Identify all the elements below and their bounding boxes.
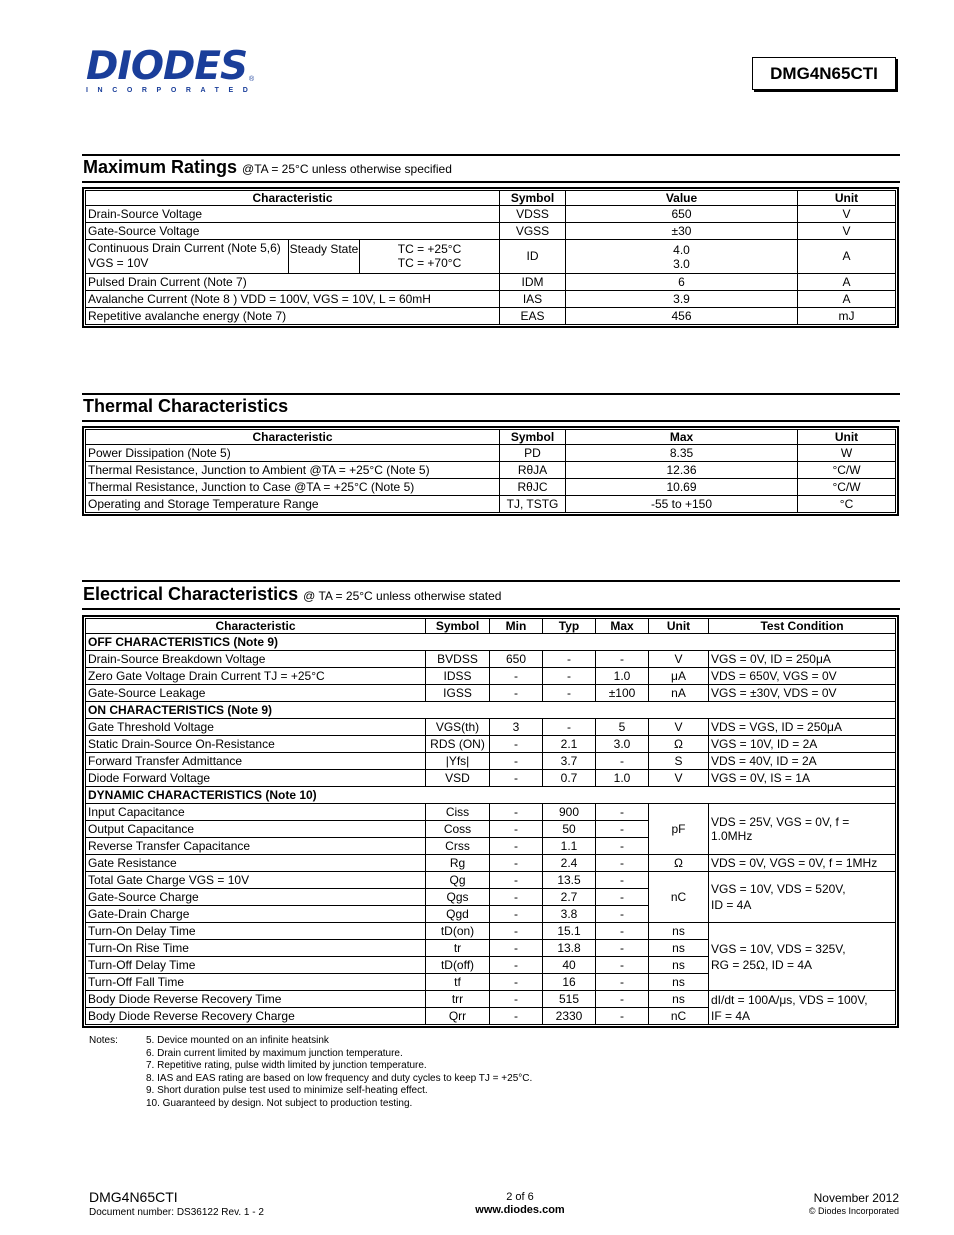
- column-header: Value: [566, 191, 798, 206]
- note-item: 9. Short duration pulse test used to minimize self-heating effect.: [146, 1085, 428, 1096]
- column-header: Symbol: [500, 191, 566, 206]
- column-header: Unit: [798, 191, 896, 206]
- footer-url[interactable]: www.diodes.com: [475, 1204, 565, 1216]
- cell-typ: 2.4: [543, 855, 596, 872]
- cell-typ: 13.5: [543, 872, 596, 889]
- electrical-table: [82, 615, 899, 1028]
- section-rule: [82, 154, 900, 156]
- cell-condition: VGS = 10V, VDS = 325V, RG = 25Ω, ID = 4A: [709, 923, 896, 991]
- cell-condition: VDS = 0V, VGS = 0V, f = 1MHz: [709, 855, 896, 872]
- cell-typ: 2330: [543, 1008, 596, 1025]
- table-row: [86, 923, 896, 940]
- cell-condition: dI/dt = 100A/μs, VDS = 100V, IF = 4A: [709, 991, 896, 1025]
- cell-unit: ns: [649, 957, 709, 974]
- cell-unit: nC: [649, 1008, 709, 1025]
- cell-value: 12.36: [566, 462, 798, 479]
- cell-min: -: [490, 906, 543, 923]
- cell-min: -: [490, 804, 543, 821]
- diodes-logo: [86, 44, 258, 96]
- cell-value: 6: [566, 274, 798, 291]
- cell-symbol: Coss: [426, 821, 490, 838]
- cell-unit: V: [798, 223, 896, 240]
- cell-max: -: [596, 651, 649, 668]
- cell-unit: ns: [649, 974, 709, 991]
- cell-condition: VDS = 40V, ID = 2A: [709, 753, 896, 770]
- cell-symbol: TJ, TSTG: [500, 496, 566, 513]
- table-header-row: [86, 191, 896, 206]
- cell-characteristic: Drain-Source Breakdown Voltage: [86, 651, 426, 668]
- column-header: Max: [596, 619, 649, 634]
- cell-value: 650: [566, 206, 798, 223]
- cell-unit: V: [649, 719, 709, 736]
- cell-characteristic: Gate Threshold Voltage: [86, 719, 426, 736]
- table-row: [86, 719, 896, 736]
- max-ratings-condition: @TA = 25°C unless otherwise specified: [242, 162, 452, 176]
- cell-symbol: |Yfs|: [426, 753, 490, 770]
- cell-condition: VGS = ±30V, VDS = 0V: [709, 685, 896, 702]
- electrical-heading: Electrical Characteristics: [83, 584, 299, 604]
- cell-characteristic: Total Gate Charge VGS = 10V: [86, 872, 426, 889]
- cell-unit: Ω: [649, 855, 709, 872]
- cell-characteristic: Thermal Resistance, Junction to Ambient @TA = +25°C (Note 5): [86, 462, 500, 479]
- cell-characteristic: Gate-Source Leakage: [86, 685, 426, 702]
- cell-symbol: tr: [426, 940, 490, 957]
- max-ratings-table: [82, 187, 899, 328]
- column-header: Max: [566, 430, 798, 445]
- cell-typ: 515: [543, 991, 596, 1008]
- cell-max: -: [596, 872, 649, 889]
- cell-max: -: [596, 838, 649, 855]
- cell-characteristic: Thermal Resistance, Junction to Case @TA = +25°C (Note 5): [86, 479, 500, 496]
- table-row: [86, 991, 896, 1008]
- cell-symbol: Crss: [426, 838, 490, 855]
- section-row: [86, 634, 896, 651]
- cell-symbol: IDSS: [426, 668, 490, 685]
- cell-symbol: tD(on): [426, 923, 490, 940]
- note-item: 8. IAS and EAS rating are based on low frequency and duty cycles to keep TJ = +25°C.: [146, 1072, 533, 1084]
- cell-condition: VDS = 650V, VGS = 0V: [709, 668, 896, 685]
- max-ratings-title: [83, 157, 452, 178]
- cell-characteristic: Gate-Source Charge: [86, 889, 426, 906]
- cell-characteristic: Turn-On Rise Time: [86, 940, 426, 957]
- cell-unit: mJ: [798, 308, 896, 325]
- cell-characteristic: Power Dissipation (Note 5): [86, 445, 500, 462]
- electrical-title: [83, 584, 501, 605]
- cell-characteristic: Avalanche Current (Note 8 ) VDD = 100V, VGS = 10V, L = 60mH: [86, 291, 500, 308]
- cell-min: -: [490, 991, 543, 1008]
- section-rule: [82, 181, 900, 183]
- cell-max: -: [596, 889, 649, 906]
- note-item: 6. Drain current limited by maximum junction temperature.: [146, 1047, 403, 1059]
- cell-unit: W: [798, 445, 896, 462]
- cell-unit: ns: [649, 940, 709, 957]
- cell-symbol: RDS (ON): [426, 736, 490, 753]
- part-number-box: DMG4N65CTI: [752, 57, 896, 90]
- cell-characteristic: Gate-Drain Charge: [86, 906, 426, 923]
- cell-symbol: ID: [500, 240, 566, 274]
- cell-min: -: [490, 923, 543, 940]
- column-header: Min: [490, 619, 543, 634]
- cell-min: -: [490, 872, 543, 889]
- cell-characteristic: Forward Transfer Admittance: [86, 753, 426, 770]
- footer-page-number: 2 of 6: [506, 1191, 534, 1203]
- table-row: [86, 206, 896, 223]
- cell-min: 3: [490, 719, 543, 736]
- cell-unit: ns: [649, 991, 709, 1008]
- cell-value: 4.0: [673, 242, 690, 257]
- cell-symbol: Qg: [426, 872, 490, 889]
- cell-characteristic: Reverse Transfer Capacitance: [86, 838, 426, 855]
- condition-70c: TC = +70°C: [397, 256, 462, 270]
- section-label: OFF CHARACTERISTICS (Note 9): [86, 634, 896, 651]
- table-row: [86, 240, 896, 274]
- cell-unit: ns: [649, 923, 709, 940]
- cell-typ: 1.1: [543, 838, 596, 855]
- cell-min: -: [490, 940, 543, 957]
- note-item: 5. Device mounted on an infinite heatsink: [146, 1035, 329, 1046]
- cell-max: 5: [596, 719, 649, 736]
- cell-min: -: [490, 753, 543, 770]
- cell-max: ±100: [596, 685, 649, 702]
- cell-symbol: IGSS: [426, 685, 490, 702]
- cell-unit: nA: [649, 685, 709, 702]
- cell-typ: 50: [543, 821, 596, 838]
- thermal-title: Thermal Characteristics: [83, 396, 289, 416]
- cell-unit: °C/W: [798, 479, 896, 496]
- cell-characteristic: Body Diode Reverse Recovery Charge: [86, 1008, 426, 1025]
- cell-unit: A: [798, 274, 896, 291]
- cell-typ: 900: [543, 804, 596, 821]
- section-rule: [82, 420, 900, 422]
- cell-symbol: VSD: [426, 770, 490, 787]
- cell-typ: 0.7: [543, 770, 596, 787]
- table-row: [86, 872, 896, 889]
- max-ratings-heading: Maximum Ratings: [83, 157, 238, 177]
- cell-symbol: Qrr: [426, 1008, 490, 1025]
- logo-subtext: INCORPORATED: [86, 87, 258, 94]
- cell-characteristic: Repetitive avalanche energy (Note 7): [86, 308, 500, 325]
- cell-value: 3.9: [566, 291, 798, 308]
- cell-unit: pF: [649, 804, 709, 855]
- cell-max: 3.0: [596, 736, 649, 753]
- footer-document-number: Document number: DS36122 Rev. 1 - 2: [89, 1207, 264, 1218]
- column-header: Symbol: [426, 619, 490, 634]
- cell-min: -: [490, 957, 543, 974]
- cell-substate: Steady State: [288, 240, 360, 273]
- cell-max: -: [596, 804, 649, 821]
- cell-typ: 40: [543, 957, 596, 974]
- cell-unit: V: [798, 206, 896, 223]
- cell-typ: 3.8: [543, 906, 596, 923]
- note-item: 10. Guaranteed by design. Not subject to production testing.: [146, 1097, 413, 1109]
- cell-condition: VDS = 25V, VGS = 0V, f = 1.0MHz: [709, 804, 896, 855]
- cell-symbol: Qgd: [426, 906, 490, 923]
- cell-typ: 2.1: [543, 736, 596, 753]
- table-row: [86, 462, 896, 479]
- section-rule: [82, 580, 900, 582]
- cell-characteristic: Output Capacitance: [86, 821, 426, 838]
- column-header: Characteristic: [86, 619, 426, 634]
- table-header-row: [86, 430, 896, 445]
- cell-min: -: [490, 685, 543, 702]
- cell-characteristic: Static Drain-Source On-Resistance: [86, 736, 426, 753]
- column-header: Typ: [543, 619, 596, 634]
- table-row: [86, 291, 896, 308]
- cell-max: -: [596, 957, 649, 974]
- table-row: [86, 804, 896, 821]
- cell-characteristic: Turn-Off Delay Time: [86, 957, 426, 974]
- cell-unit: A: [798, 240, 896, 274]
- table-row: [86, 770, 896, 787]
- notes-label: Notes:: [89, 1035, 118, 1046]
- cell-unit: μA: [649, 668, 709, 685]
- cell-typ: 13.8: [543, 940, 596, 957]
- cell-symbol: Ciss: [426, 804, 490, 821]
- section-rule: [82, 393, 900, 395]
- cell-min: -: [490, 1008, 543, 1025]
- condition-25c: TC = +25°C: [397, 242, 462, 256]
- cell-symbol: RθJA: [500, 462, 566, 479]
- footer-copyright: © Diodes Incorporated: [808, 1206, 899, 1216]
- cell-characteristic: Drain-Source Voltage: [86, 206, 500, 223]
- section-rule: [82, 608, 900, 610]
- cell-typ: -: [543, 719, 596, 736]
- cell-condition: VDS = VGS, ID = 250μA: [709, 719, 896, 736]
- cell-value: 3.0: [673, 256, 690, 271]
- column-header: Symbol: [500, 430, 566, 445]
- cell-characteristic-split: [86, 240, 500, 274]
- cell-min: -: [490, 838, 543, 855]
- cell-typ: -: [543, 685, 596, 702]
- cell-unit: Ω: [649, 736, 709, 753]
- table-row: [86, 479, 896, 496]
- cell-symbol: trr: [426, 991, 490, 1008]
- cell-characteristic: Turn-Off Fall Time: [86, 974, 426, 991]
- cell-conditions: [360, 240, 499, 273]
- column-header: Unit: [798, 430, 896, 445]
- cell-max: -: [596, 855, 649, 872]
- cell-unit: °C/W: [798, 462, 896, 479]
- cell-max: 1.0: [596, 668, 649, 685]
- cell-unit: S: [649, 753, 709, 770]
- table-row: [86, 651, 896, 668]
- cell-value: 8.35: [566, 445, 798, 462]
- table-row: [86, 753, 896, 770]
- cell-condition: VGS = 10V, VDS = 520V, ID = 4A: [709, 872, 896, 923]
- cell-unit: °C: [798, 496, 896, 513]
- cell-max: -: [596, 906, 649, 923]
- cell-condition: VGS = 10V, ID = 2A: [709, 736, 896, 753]
- section-row: [86, 787, 896, 804]
- column-header: Unit: [649, 619, 709, 634]
- cell-symbol: VGS(th): [426, 719, 490, 736]
- cell-unit: V: [649, 651, 709, 668]
- cell-symbol: IDM: [500, 274, 566, 291]
- cell-max: -: [596, 821, 649, 838]
- cell-min: -: [490, 770, 543, 787]
- cell-symbol: VGSS: [500, 223, 566, 240]
- table-row: [86, 736, 896, 753]
- cell-symbol: Rg: [426, 855, 490, 872]
- column-header: Characteristic: [86, 191, 500, 206]
- section-label: DYNAMIC CHARACTERISTICS (Note 10): [86, 787, 896, 804]
- cell-unit: A: [798, 291, 896, 308]
- footer-part-number: DMG4N65CTI: [89, 1189, 178, 1205]
- cell-characteristic: Gate Resistance: [86, 855, 426, 872]
- cell-min: -: [490, 974, 543, 991]
- table-row: [86, 274, 896, 291]
- column-header: Characteristic: [86, 430, 500, 445]
- cell-min: -: [490, 889, 543, 906]
- cell-characteristic: Pulsed Drain Current (Note 7): [86, 274, 500, 291]
- cell-characteristic: Continuous Drain Current (Note 5,6) VGS = 10V: [88, 241, 281, 270]
- cell-min: -: [490, 668, 543, 685]
- cell-value: 10.69: [566, 479, 798, 496]
- cell-symbol: tf: [426, 974, 490, 991]
- logo-text: DIODES: [86, 44, 248, 89]
- section-label: ON CHARACTERISTICS (Note 9): [86, 702, 896, 719]
- cell-min: 650: [490, 651, 543, 668]
- cell-symbol: PD: [500, 445, 566, 462]
- cell-max: -: [596, 991, 649, 1008]
- cell-unit: V: [649, 770, 709, 787]
- cell-symbol: RθJC: [500, 479, 566, 496]
- table-row: [86, 445, 896, 462]
- cell-characteristic: Operating and Storage Temperature Range: [86, 496, 500, 513]
- footer-date: November 2012: [813, 1191, 899, 1205]
- cell-characteristic: Input Capacitance: [86, 804, 426, 821]
- table-row: [86, 685, 896, 702]
- cell-symbol: tD(off): [426, 957, 490, 974]
- table-row: [86, 223, 896, 240]
- cell-condition: VGS = 0V, ID = 250μA: [709, 651, 896, 668]
- section-row: [86, 702, 896, 719]
- cell-symbol: VDSS: [500, 206, 566, 223]
- cell-typ: 3.7: [543, 753, 596, 770]
- cell-value-pair: [566, 240, 798, 274]
- cell-max: -: [596, 940, 649, 957]
- cell-value: ±30: [566, 223, 798, 240]
- cell-max: -: [596, 974, 649, 991]
- cell-min: -: [490, 736, 543, 753]
- cell-condition: VGS = 0V, IS = 1A: [709, 770, 896, 787]
- notes-list: [146, 1035, 532, 1110]
- cell-typ: -: [543, 651, 596, 668]
- cell-characteristic: Diode Forward Voltage: [86, 770, 426, 787]
- cell-value: 456: [566, 308, 798, 325]
- table-row: [86, 668, 896, 685]
- cell-min: -: [490, 821, 543, 838]
- cell-typ: -: [543, 668, 596, 685]
- cell-typ: 16: [543, 974, 596, 991]
- table-row: [86, 855, 896, 872]
- cell-characteristic: Zero Gate Voltage Drain Current TJ = +25°C: [86, 668, 426, 685]
- cell-symbol: EAS: [500, 308, 566, 325]
- table-header-row: [86, 619, 896, 634]
- cell-min: -: [490, 855, 543, 872]
- logo-registered-mark: ®: [249, 76, 255, 83]
- table-row: [86, 496, 896, 513]
- cell-symbol: BVDSS: [426, 651, 490, 668]
- electrical-condition: @ TA = 25°C unless otherwise stated: [303, 589, 502, 603]
- cell-characteristic: Body Diode Reverse Recovery Time: [86, 991, 426, 1008]
- cell-max: -: [596, 923, 649, 940]
- cell-value: -55 to +150: [566, 496, 798, 513]
- cell-characteristic: Gate-Source Voltage: [86, 223, 500, 240]
- table-row: [86, 308, 896, 325]
- cell-unit: nC: [649, 872, 709, 923]
- cell-max: 1.0: [596, 770, 649, 787]
- cell-symbol: IAS: [500, 291, 566, 308]
- cell-symbol: Qgs: [426, 889, 490, 906]
- cell-typ: 15.1: [543, 923, 596, 940]
- cell-characteristic: Turn-On Delay Time: [86, 923, 426, 940]
- cell-max: -: [596, 753, 649, 770]
- column-header: Test Condition: [709, 619, 896, 634]
- note-item: 7. Repetitive rating, pulse width limited by junction temperature.: [146, 1060, 427, 1071]
- cell-typ: 2.7: [543, 889, 596, 906]
- cell-max: -: [596, 1008, 649, 1025]
- thermal-table: [82, 426, 899, 516]
